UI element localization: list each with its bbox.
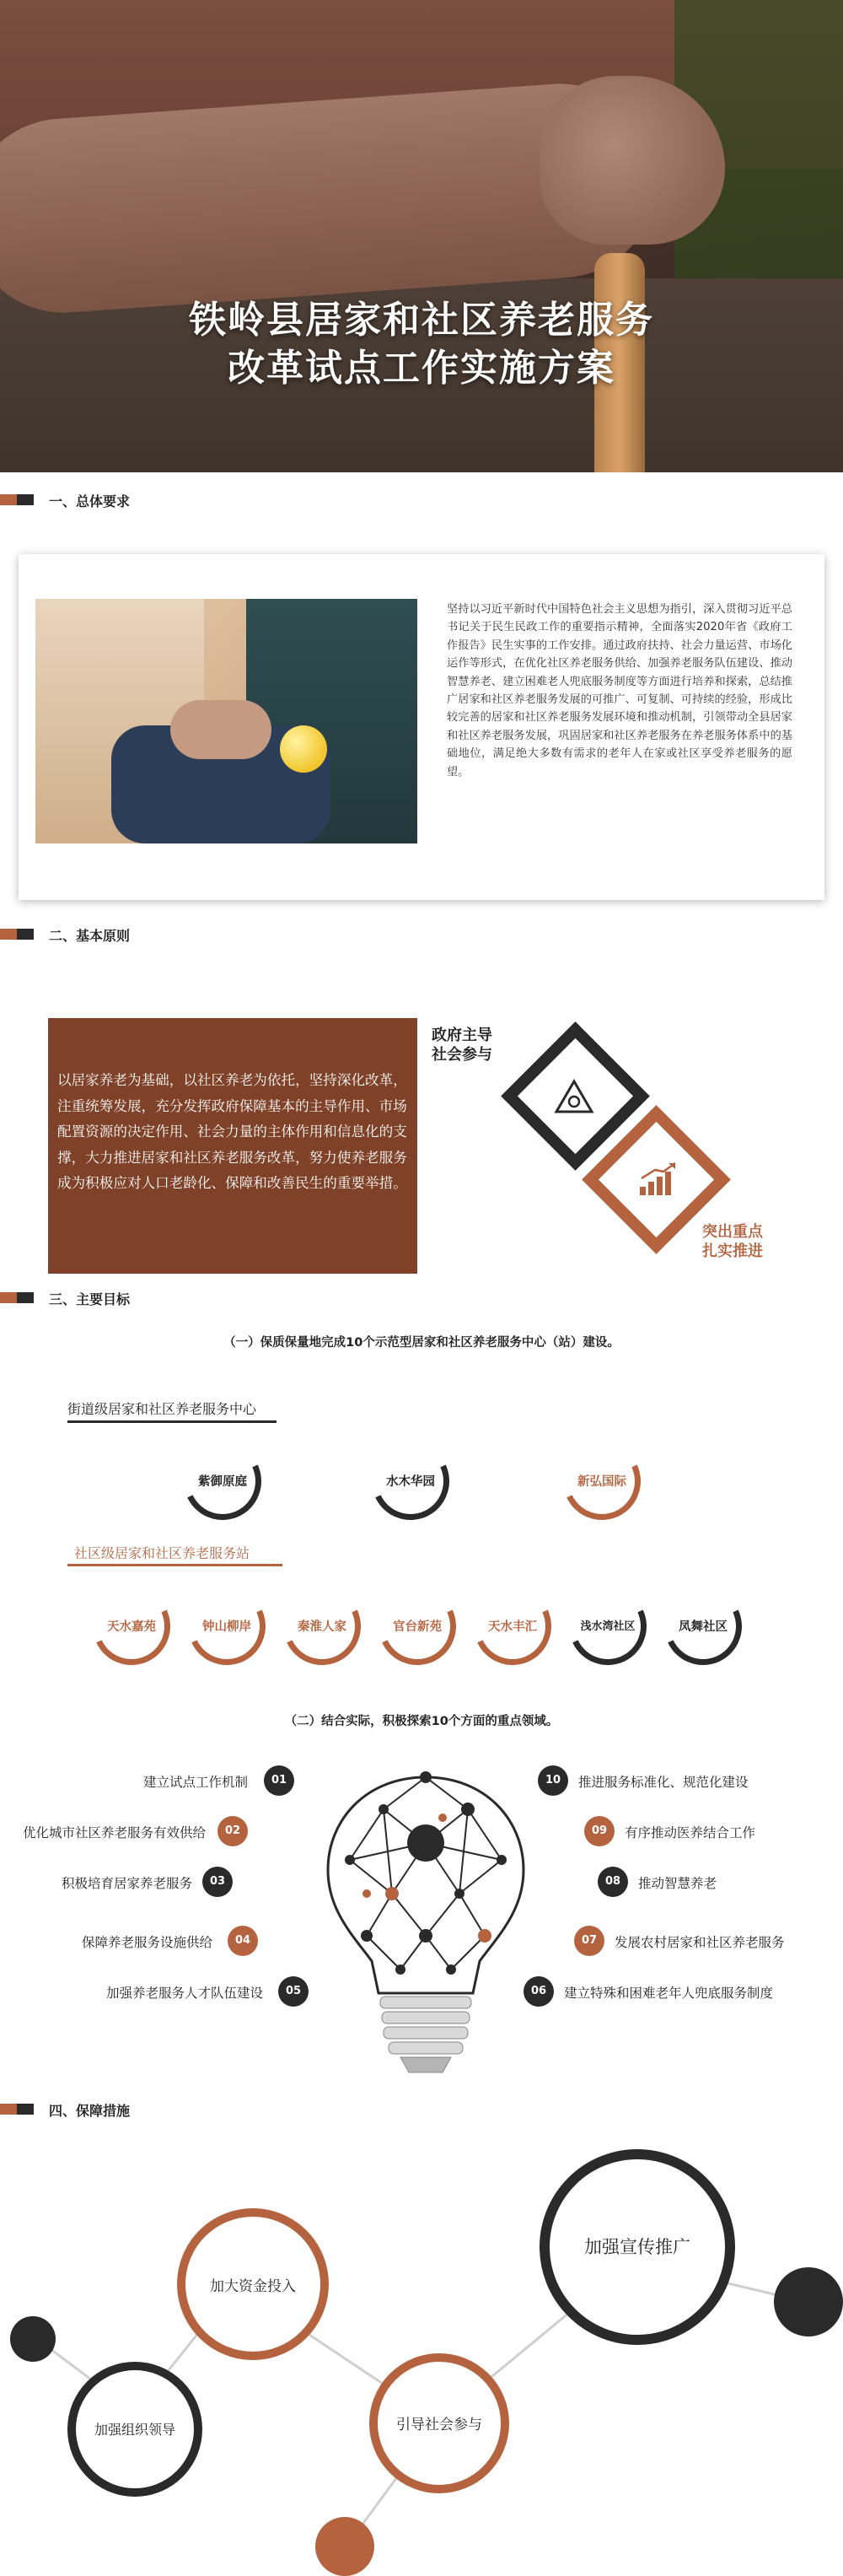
section-marker-dark [17,1292,34,1303]
measure-label-1: 加强组织领导 [94,2422,175,2438]
section-marker-accent [0,494,17,505]
focus-number-badge: 06 [524,1976,554,2007]
section1-photo [35,599,417,843]
community-station-item [188,1587,274,1673]
focus-area-text: 发展农村居家和社区养老服务 [615,1935,785,1950]
measure-label-4: 加强宣传推广 [584,2237,690,2257]
community-station-item [93,1587,179,1673]
section1-body: 坚持以习近平新时代中国特色社会主义思想为指引，深入贯彻习近平总书记关于民生民政工作的重要指示精神，全面落实2020年省《政府工作报告》民生实事的工作安排。通过政府扶持、社会力量运营、市场化运作等形式，在优化社区养老服务供给、加强养老服务队伍建设、推动智慧养老、建立困难老人兜底服务制度等方面进行培养和探索，总结推广居家和社区养老服务发展的可推广、可复制、可持续的经验，形成比较完善的居家和社区养老服务发展环境和推动机制，引领带动全县居家和社区养老服务发展，巩固居家和社区养老服务在养老服务体系中的基础地位，满足绝大多数有需求的老年人在家或社区享受养老服务的愿望。 [447,603,792,779]
measure-circle-1 [67,2362,202,2497]
focus-area-text: 优化城市社区养老服务有效供给 [22,1825,206,1840]
section-marker-dark [17,2104,34,2115]
hero-banner [0,0,843,472]
measure-label-2: 加大资金投入 [210,2278,296,2295]
focus-area-text: 积极培育居家养老服务 [61,1876,192,1891]
community-station-name: 凤舞社区 [679,1620,728,1634]
measure-circle-4 [540,2149,735,2345]
decorative-dot-dark-right [774,2267,843,2336]
hero-title-line2: 改革试点工作实施方案 [228,347,615,390]
section3-subheading-2: （二）结合实际，积极探索10个方面的重点领域。 [284,1715,559,1728]
section-marker-accent [0,929,17,940]
street-center-item [563,1442,649,1528]
section2-heading: 二、基本原则 [49,928,131,944]
measure-label-3: 引导社会参与 [396,2417,482,2433]
focus-area-text: 推动智慧养老 [638,1876,717,1891]
focus-area-text: 建立特殊和困难老年人兜底服务制度 [564,1986,774,2001]
focus-number-badge: 09 [584,1816,615,1846]
principle-label-bottom-line1: 突出重点 [702,1223,763,1241]
measure-circle-3 [369,2353,509,2493]
principle-label-top [432,1026,492,1064]
triangle-icon [553,1078,595,1115]
section2-body: 以居家养老为基础，以社区养老为依托，坚持深化改革，注重统筹发展，充分发挥政府保障基本的主导作用、市场配置资源的决定作用、社会力量的主体作用和信息化的支撑，大力推进居家和社区养老服务改革，努力使养老服务成为积极应对人口老龄化、保障和改善民生的重要举措。 [57,1072,407,1191]
section1-heading: 一、总体要求 [49,493,131,509]
street-center-item [372,1442,458,1528]
community-station-name: 官台新苑 [393,1620,442,1634]
hero-title-line1: 铁岭县居家和社区养老服务 [189,299,654,342]
focus-area-text: 保障养老服务设施供给 [81,1935,212,1950]
section4-heading: 四、保障措施 [49,2103,131,2119]
focus-area-text: 有序推动医养结合工作 [625,1825,756,1840]
focus-area-text: 加强养老服务人才队伍建设 [105,1986,263,2001]
focus-number-badge: 08 [598,1867,628,1897]
community-station-item [379,1587,464,1673]
section-marker-accent [0,2104,17,2115]
focus-number-badge: 05 [278,1976,309,2007]
focus-number-badge: 04 [228,1926,258,1956]
principle-label-top-line1: 政府主导 [432,1027,492,1044]
principle-label-bottom-line2: 扎实推进 [702,1242,763,1260]
community-station-name: 秦淮人家 [298,1620,346,1634]
community-station-item [283,1587,369,1673]
section-marker-dark [17,494,34,505]
focus-number-badge: 07 [574,1926,604,1956]
measure-circle-2 [177,2208,329,2360]
street-center-name: 水木华园 [386,1475,435,1489]
photo-ball [280,725,327,773]
photo-hands [170,700,271,759]
community-station-name: 浅水湾社区 [580,1620,636,1633]
community-level-label: 社区级居家和社区养老服务站 [74,1545,250,1561]
focus-number-badge: 03 [202,1867,233,1897]
community-station-item [569,1587,655,1673]
focus-area-text: 建立试点工作机制 [142,1775,248,1790]
focus-area-text: 推进服务标准化、规范化建设 [578,1775,749,1790]
principle-label-bottom [702,1222,763,1261]
community-station-item [474,1587,560,1673]
community-station-name: 天水丰汇 [488,1620,537,1634]
street-level-underline [67,1420,277,1423]
street-center-item [184,1442,270,1528]
principle-label-top-line2: 社会参与 [432,1046,492,1064]
community-level-underline [67,1564,282,1566]
section3-heading: 三、主要目标 [49,1291,131,1307]
street-center-name: 紫御原庭 [198,1475,247,1489]
street-level-label: 街道级居家和社区养老服务中心 [67,1401,257,1417]
focus-number-badge: 10 [538,1765,568,1796]
community-station-item [664,1587,750,1673]
community-station-name: 天水嘉苑 [107,1620,156,1634]
decorative-dot-accent-bottom [315,2517,374,2576]
focus-number-badge: 02 [217,1816,248,1846]
decorative-dot-dark-left [10,2316,56,2362]
section3-subheading-1: （一）保质保量地完成10个示范型居家和社区养老服务中心（站）建设。 [223,1336,620,1350]
section-marker-dark [17,929,34,940]
focus-number-badge: 01 [264,1765,294,1796]
bar-chart-icon [636,1160,679,1199]
section-marker-accent [0,1292,17,1303]
lightbulb-network-icon [316,1767,535,2088]
street-center-name: 新弘国际 [577,1475,626,1489]
community-station-name: 钟山柳岸 [202,1620,251,1634]
